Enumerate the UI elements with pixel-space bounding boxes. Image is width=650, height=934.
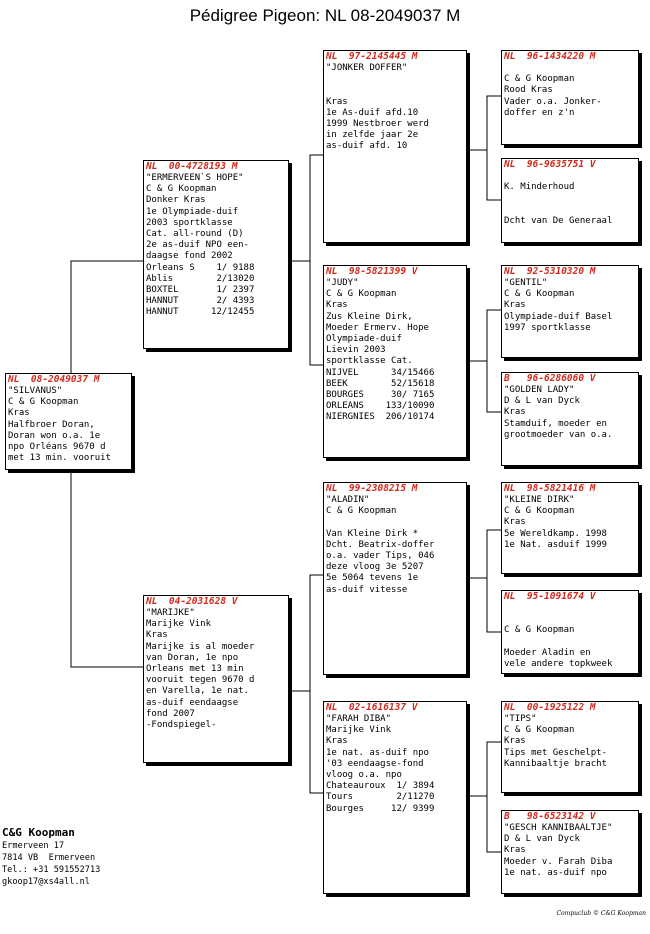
card-text-line: Kras [504,736,526,747]
pigeon-card-paternal-grandfather[interactable] [323,50,467,243]
card-text-line: Marijke Vink [326,725,392,736]
card-text-line [504,171,638,182]
card-text-line [326,517,466,528]
card-text-line: BEEK 52/15618 [326,378,435,389]
ring-number: NL 00-4728193 M [146,161,238,172]
card-text-line: Moeder v. Farah Diba [504,856,613,867]
pigeon-card-ggp-7[interactable] [501,701,639,793]
card-text-line: as-duif afd. 10 [326,141,408,152]
card-text-line: NIJVEL 34/15466 [326,367,435,378]
ring-number: NL 00-1925122 M [504,702,596,713]
card-text-line: "GESCH KANNIBAALTJE" [504,823,613,833]
card-text-line: vele andere topkweek [504,658,613,669]
card-text-line: Kras [504,407,526,418]
card-text-line: K. Minderhoud [504,182,575,193]
card-text-line: Moeder Ermerv. Hope [326,322,429,333]
pigeon-card-ggp-4[interactable] [501,372,639,466]
card-text-line: 2003 sportklasse [146,217,233,228]
card-text-line: 5e 5064 tevens 1e [326,573,419,584]
card-text-line: en Varella, 1e nat. [146,686,249,697]
card-text-line: Doran won o.a. 1e [8,430,101,441]
card-text-line: Olympiade-duif [326,334,402,345]
card-text-line: Vader o.a. Jonker- [504,96,602,107]
card-text-line: "ALADIN" [326,495,370,505]
pigeon-card-ggp-2[interactable] [501,158,639,243]
card-text-line: "FARAH DIBA" [326,714,392,724]
card-text-line: Kras [504,517,526,528]
card-text-line: van Doran, 1e npo [146,652,239,663]
card-text-line: daagse fond 2002 [146,251,233,262]
card-text-line: in zelfde jaar 2e [326,130,419,141]
pigeon-card-ggp-8[interactable] [501,810,639,894]
ring-number: NL 98-5821416 M [504,483,596,494]
card-text-line: "KLEINE DIRK" [504,495,575,505]
card-text-line: Tours 2/11270 [326,792,435,803]
footer-credit: Compuclub © C&G Koopman [556,910,646,917]
card-text-line: Kras [504,845,526,856]
contact-line: Ermerveen 17 [2,841,65,851]
card-text-line: sportklasse Cat. [326,356,413,367]
card-text-line: C & G Koopman [504,725,575,736]
card-text-line: Marijke is al moeder [146,641,255,652]
card-text-line: fond 2007 [146,708,195,719]
ring-number: B 96-6286060 V [504,373,596,384]
card-text-line: BOXTEL 1/ 2397 [146,285,255,296]
contact-line: Tel.: +31 591552713 [2,865,101,875]
card-text-line: as-duif eendaagse [146,697,239,708]
card-text-line: NIERGNIES 206/10174 [326,412,435,423]
card-text-line: C & G Koopman [326,506,397,517]
breeder-contact [2,825,152,888]
card-text-line: Halfbroer Doran, [8,419,95,430]
ring-number: B 98-6523142 V [504,811,596,822]
pigeon-card-ggp-3[interactable] [501,265,639,358]
card-text-line: grootmoeder van o.a. [504,429,613,440]
card-text-line: Tips met Geschelpt- [504,747,607,758]
card-text-line: "ERMERVEEN`S HOPE" [146,173,244,183]
pigeon-card-father[interactable] [143,160,289,349]
card-text-line: 1e As-duif afd.10 [326,107,419,118]
card-text-line [504,637,638,648]
pigeon-card-maternal-grandmother[interactable] [323,701,467,894]
card-text-line: "GENTIL" [504,278,548,288]
card-text-line: D & L van Dyck [504,396,580,407]
pigeon-card-paternal-grandmother[interactable] [323,265,467,458]
card-text-line: C & G Koopman [8,397,79,408]
card-text-line: Kras [504,300,526,311]
card-text-line: Kannibaaltje bracht [504,758,607,769]
pigeon-card-ggp-1[interactable] [501,50,639,145]
ring-number: NL 96-9635751 V [504,159,596,170]
card-text-line: Cat. all-round (D) [146,229,244,240]
card-text-line: C & G Koopman [504,289,575,300]
card-text-line: C & G Koopman [504,625,575,636]
card-text-line: HANNUT 12/12455 [146,307,255,318]
card-text-line: Dcht van De Generaal [504,215,613,226]
ring-number: NL 95-1091674 V [504,591,596,602]
card-text-line: ORLEANS 133/10090 [326,401,435,412]
card-text-line: Marijke Vink [146,619,212,630]
card-text-line: Chateauroux 1/ 3894 [326,781,435,792]
card-text-line: "JUDY" [326,278,359,288]
page-title: Pédigree Pigeon: NL 08-2049037 M [189,6,461,25]
card-text-line: '03 eendaagse-fond [326,758,424,769]
ring-number: NL 96-1434220 M [504,51,596,62]
card-text-line: doffer en z'n [504,107,575,118]
ring-number: NL 98-5821399 V [326,266,418,277]
card-text-line: Kras [8,408,30,419]
card-text-line: HANNUT 2/ 4393 [146,296,255,307]
card-text-line: 1e Olympiade-duif [146,206,239,217]
ring-number: NL 04-2031628 V [146,596,238,607]
card-text-line: Olympiade-duif Basel [504,311,613,322]
pigeon-card-subject[interactable] [5,373,132,470]
card-text-line [504,205,638,216]
ring-number: NL 92-5310320 M [504,266,596,277]
ring-number: NL 97-2145445 M [326,51,418,62]
card-text-line: Lievin 2003 [326,345,386,356]
card-text-line: 2e as-duif NPO een- [146,240,249,251]
card-text-line: -Fondspiegel- [146,720,217,731]
card-text-line: Kras [326,736,348,747]
card-text-line: vloog o.a. npo [326,770,402,781]
card-text-line [326,74,466,85]
card-text-line: "TIPS" [504,714,537,724]
card-text-line: deze vloog 3e 5207 [326,562,424,573]
card-text-line: Rood Kras [504,85,553,96]
ring-number: NL 99-2308215 M [326,483,418,494]
card-text-line: C & G Koopman [146,184,217,195]
card-text-line: Ablis 2/13020 [146,273,255,284]
card-text-line: Kras [326,300,348,311]
card-text-line: 1e nat. as-duif npo [326,747,429,758]
card-text-line: Orleans S 1/ 9188 [146,262,255,273]
card-text-line: Kras [326,96,348,107]
card-text-line: D & L van Dyck [504,834,580,845]
card-text-line: Stamduif, moeder en [504,418,607,429]
card-text-line: Dcht. Beatrix-doffer [326,539,435,550]
contact-line: 7814 VB Ermerveen [2,853,96,863]
card-text-line: BOURGES 30/ 7165 [326,390,435,401]
card-text-line [504,614,638,625]
contact-email: gkoop17@xs4all.nl [2,877,90,887]
breeder-name: C&G Koopman [2,826,75,839]
card-text-line: Zus Kleine Dirk, [326,311,413,322]
ring-number: NL 02-1616137 V [326,702,418,713]
card-text-line: 1999 Nestbroer werd [326,118,429,129]
card-text-line [326,85,466,96]
card-text-line: C & G Koopman [326,289,397,300]
card-text-line: "SILVANUS" [8,386,63,396]
card-text-line: 1e nat. as-duif npo [504,867,607,878]
pigeon-card-ggp-5[interactable] [501,482,639,574]
card-text-line: "JONKER DOFFER" [326,63,408,73]
card-text-line: "GOLDEN LADY" [504,385,575,395]
card-text-line: Donker Kras [146,195,206,206]
card-text-line: Moeder Aladin en [504,647,591,658]
card-text-line: vooruit tegen 9670 d [146,675,255,686]
card-text-line: Kras [146,630,168,641]
ring-number: NL 08-2049037 M [8,374,100,385]
card-text-line: 1997 sportklasse [504,322,591,333]
card-text-line: Van Kleine Dirk * [326,528,419,539]
card-text-line: o.a. vader Tips, 046 [326,551,435,561]
pigeon-card-mother[interactable] [143,595,289,763]
card-text-line: C & G Koopman [504,506,575,517]
card-text-line: as-duif vitesse [326,584,408,595]
card-text-line: "MARIJKE" [146,608,195,618]
card-text-line: Bourges 12/ 9399 [326,803,435,814]
pigeon-card-ggp-6[interactable] [501,590,639,674]
card-text-line: npo Orléans 9670 d [8,442,106,453]
card-text-line: Orleans met 13 min [146,664,244,675]
pigeon-card-maternal-grandfather[interactable] [323,482,467,675]
card-text-line: 1e Nat. asduif 1999 [504,539,607,550]
card-text-line [504,193,638,204]
card-text-line: C & G Koopman [504,74,575,85]
card-text-line [504,63,638,74]
card-text-line [504,603,638,614]
card-text-line: met 13 min. vooruit [8,453,111,464]
card-text-line: 5e Wereldkamp. 1998 [504,528,607,539]
